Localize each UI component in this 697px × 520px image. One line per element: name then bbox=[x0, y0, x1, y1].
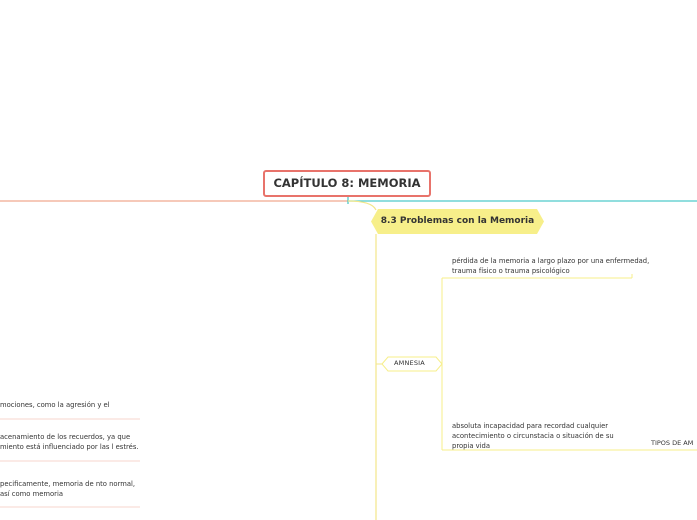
left-note-memoria[interactable]: pecificamente, memoria de nto normal, así como memoria bbox=[0, 480, 136, 498]
tipos-de-amnesia-topic[interactable]: TIPOS DE AM bbox=[651, 439, 694, 447]
left-note-almacenamiento[interactable]: acenamiento de los recuerdos, ya que miento está influenciado por las l estrés. bbox=[0, 433, 139, 451]
left-note-emociones[interactable]: mociones, como la agresión y el bbox=[0, 401, 110, 409]
main-topic-problemas-memoria[interactable]: 8.3 Problemas con la Memoria bbox=[380, 216, 535, 226]
amnesia-definition-note[interactable]: pérdida de la memoria a largo plazo por una enfermedad, trauma físico o trauma psicológico bbox=[452, 257, 650, 275]
amnesia-absolute-note[interactable]: absoluta incapacidad para recordad cualquier acontecimiento o circunstacia o situación de su propia vida bbox=[452, 422, 614, 450]
central-topic[interactable]: CAPÍTULO 8: MEMORIA bbox=[263, 170, 431, 197]
amnesia-topic[interactable]: AMNESIA bbox=[394, 359, 425, 367]
